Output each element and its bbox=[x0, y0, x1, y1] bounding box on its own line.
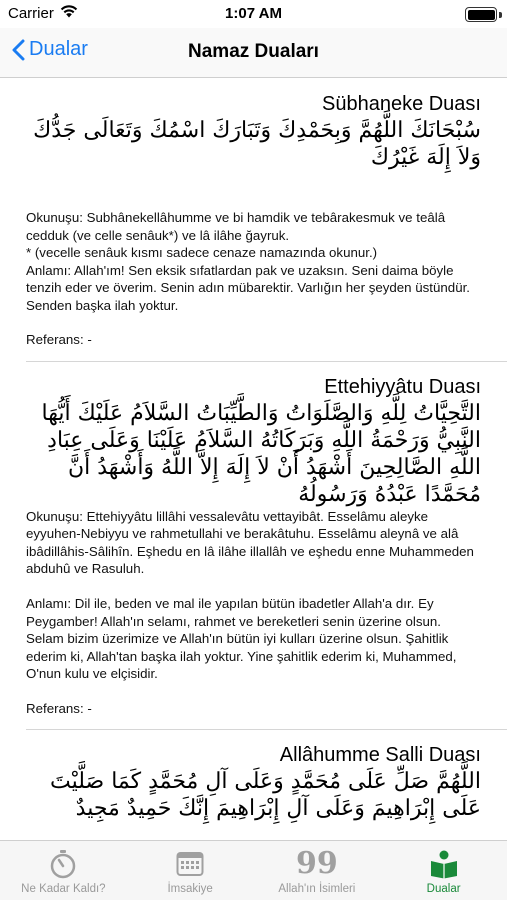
stopwatch-icon bbox=[49, 847, 77, 881]
battery-icon bbox=[465, 7, 497, 22]
tab-label: Dualar bbox=[426, 883, 461, 895]
arabic-text: سُبْحَانَكَ اللَّهُمَّ وَبِحَمْدِكَ وَتَبَارَكَ اسْمُكَ وَتَعَالَى جَدُّكَ وَلاَ إِلَهَ غَيْرُكَ bbox=[33, 118, 481, 170]
calendar-icon bbox=[176, 847, 204, 881]
prayer-title: Ettehiyyâtu Duası bbox=[324, 375, 481, 398]
ninety-nine-glyph: 99 bbox=[296, 846, 338, 881]
prayer-title: Sübhaneke Duası bbox=[321, 93, 481, 115]
tab-label: Ne Kadar Kaldı? bbox=[21, 883, 106, 895]
tab-bar bbox=[0, 840, 507, 900]
tab-label: İmsakiye bbox=[167, 883, 213, 895]
prayer-card bbox=[0, 92, 507, 361]
back-label: Dualar bbox=[29, 38, 88, 60]
arabic-text: اللَّهُمَّ صَلِّ عَلَى مُحَمَّدٍ وَعَلَى آلِ مُحَمَّدٍ كَمَا صَلَّيْتَ عَلَى إِبْرَاهِيمَ وَعَلَى آلِ إِبْرَاهِيمَ إِنَّكَ حَمِيدٌ مَجِيدٌ bbox=[50, 769, 481, 821]
status-bar bbox=[0, 0, 507, 28]
separator bbox=[26, 729, 507, 730]
navigation-bar bbox=[0, 28, 507, 78]
tab-allahin-isimleri[interactable] bbox=[254, 841, 381, 900]
prayer-card bbox=[0, 375, 507, 730]
tab-imsakiye[interactable] bbox=[127, 841, 254, 900]
prayer-text: Okunuşu: Ettehiyyâtu lillâhi vessalevâtu vettayibât. Esselâmu aleyke eyyuhen-Nebiyyu ve rahmetullahi ve berakâtuhu. Esselâmu aleynâ ve alâ ibâdillâhis-Sâlihîn. Eşhedu en lâ ilâhe illallâh ve eşhedu enne Muhammeden abduhû ve Rasuluh. Anlamı: Dil ile, beden ve mal ile yapılan bütün ibadetler Allah'a dır. Ey Peygamber! Allah'ın selamı, rahmet ve bereketleri senin üzerine olsun. Selam bizim üzerimize ve Allah'ın bütün iyi kulları üzerine olsun. Şahitlik ederim ki, Allah'tan başka ilah yoktur. Yine şahitlik ederim ki, Muhammed, O'nun kulu ve elçisidir. bbox=[26, 508, 474, 681]
prayer-title: Allâhumme Salli Duası bbox=[279, 744, 481, 766]
separator bbox=[26, 361, 507, 362]
quran-book-icon bbox=[429, 847, 459, 881]
battery-nub bbox=[499, 12, 502, 18]
reference-label: Referans: - bbox=[26, 332, 92, 347]
clock: 1:07 AM bbox=[225, 5, 282, 22]
tab-dualar[interactable] bbox=[380, 841, 507, 900]
reference-label: Referans: - bbox=[26, 700, 92, 716]
page-title: Namaz Duaları bbox=[188, 41, 319, 62]
ninety-nine-icon bbox=[296, 847, 338, 881]
tab-ne-kadar-kaldi[interactable] bbox=[0, 841, 127, 900]
prayer-text: Okunuşu: Subhânekellâhumme ve bi hamdik ve tebârakesmuk ve teâlâ cedduk (ve celle senâuk*) ve lâ ilâhe ğayruk. * (vecelle senâuk kısmı sadece cenaze namazında okunur.) Anlamı: Allah'ım! Sen eksik sıfatlardan pak ve uzaksın. Seni daima böyle tenzih eder ve överim. Senin adın mübarektir. Varlığın her şeyden üstündür. Senden başka ilah yoktur. bbox=[26, 210, 470, 313]
tab-label: Allah'ın İsimleri bbox=[278, 883, 356, 895]
prayer-list[interactable] bbox=[0, 79, 507, 840]
arabic-text: التَّحِيَّاتُ لِلَّهِ وَالصَّلَوَاتُ وَالطَّيِّبَاتُ السَّلاَمُ عَلَيْكَ أَيُّهَا النَّبِيُّ وَرَحْمَةُ اللَّهِ وَبَرَكَاتُهُ السَّلاَمُ عَلَيْنَا وَعَلَى عِبَادِ اللَّهِ الصَّالِحِينَ أَشْهَدُ أَنْ لاَ إِلَهَ إِلاَّ اللَّهُ وَأَشْهَدُ أَنَّ مُحَمَّدًا عَبْدُهُ وَرَسُولُهُ bbox=[41, 400, 481, 507]
carrier-label: Carrier bbox=[8, 5, 54, 22]
prayer-card bbox=[0, 743, 507, 840]
